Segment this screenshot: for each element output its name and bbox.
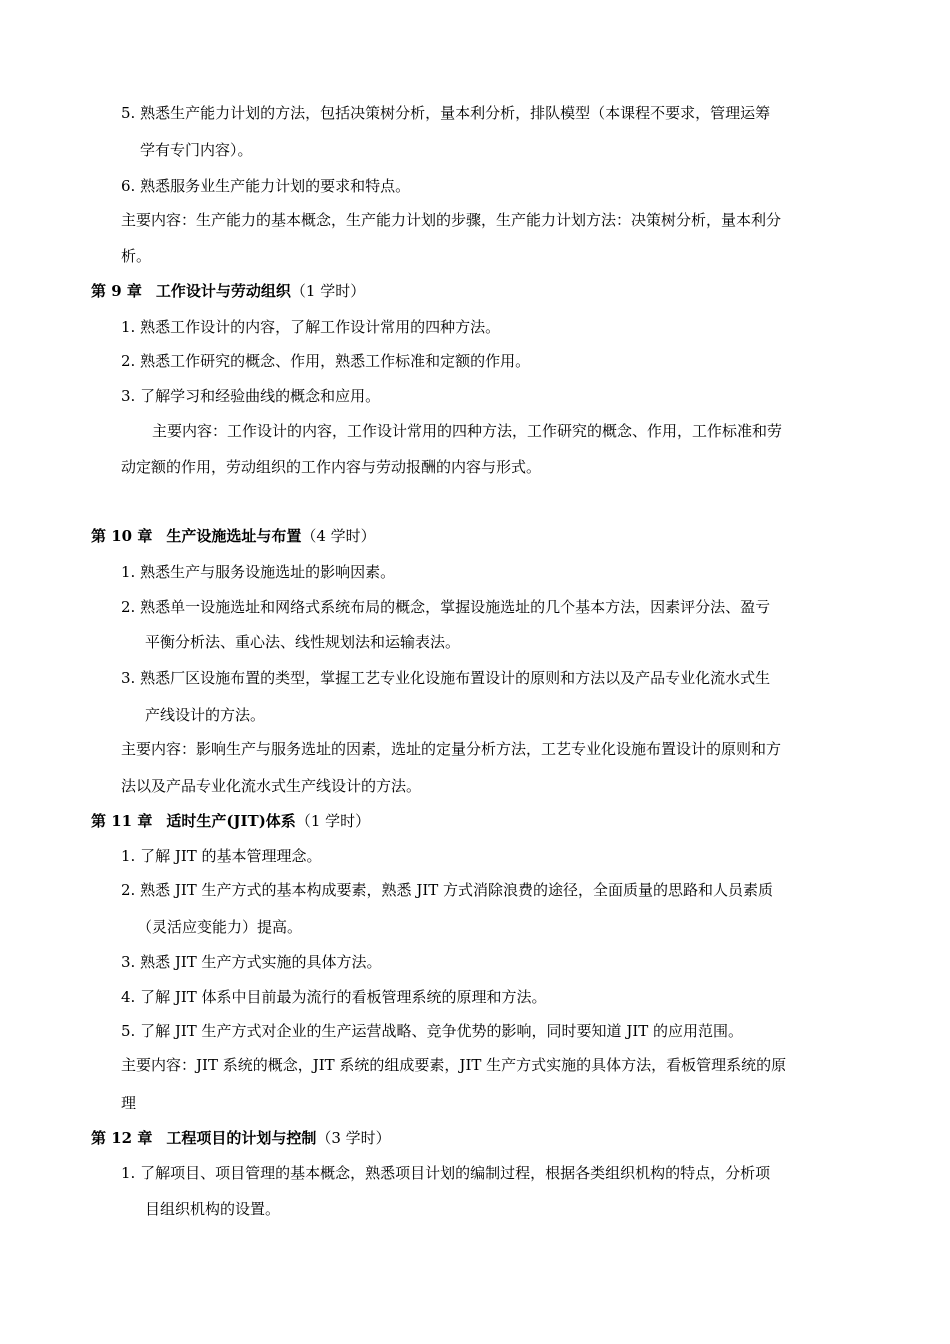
ch11-main-content-line2: 理 xyxy=(121,1094,137,1112)
ch10-item-3-line1: 3. 熟悉厂区设施布置的类型，掌握工艺专业化设施布置设计的原则和方法以及产品专业化流水式生 xyxy=(121,669,771,687)
ch11-item-5: 5. 了解 JIT 生产方式对企业的生产运营战略、竞争优势的影响，同时要知道 JIT 的应用范围。 xyxy=(121,1022,744,1040)
ch9-main-content-line1: 主要内容：工作设计的内容，工作设计常用的四种方法，工作研究的概念、作用，工作标准和劳 xyxy=(152,422,783,440)
ch11-item-1: 1. 了解 JIT 的基本管理理念。 xyxy=(121,847,322,865)
ch11-item-4: 4. 了解 JIT 体系中目前最为流行的看板管理系统的原理和方法。 xyxy=(121,988,547,1006)
ch11-main-content-line1: 主要内容：JIT 系统的概念，JIT 系统的组成要素，JIT 生产方式实施的具体方法，看板管理系统的原 xyxy=(121,1056,787,1074)
ch8-item5-line1: 5. 熟悉生产能力计划的方法，包括决策树分析，量本利分析，排队模型（本课程不要求，管理运筹 xyxy=(121,104,771,122)
ch10-item-3-line2: 产线设计的方法。 xyxy=(145,706,266,724)
ch10-main-content-line1: 主要内容：影响生产与服务选址的因素，选址的定量分析方法，工艺专业化设施布置设计的原则和方 xyxy=(121,740,782,758)
chapter-11-number: 第 11 章 xyxy=(91,812,153,830)
chapter-9-hours: （1 学时） xyxy=(290,282,366,300)
ch10-main-content-line2: 法以及产品专业化流水式生产线设计的方法。 xyxy=(121,777,422,795)
chapter-12-hours: （3 学时） xyxy=(316,1129,391,1147)
ch9-item-3: 3. 了解学习和经验曲线的概念和应用。 xyxy=(121,387,381,405)
chapter-9-heading xyxy=(91,281,365,301)
chapter-11-heading xyxy=(91,811,370,831)
chapter-10-number: 第 10 章 xyxy=(91,527,153,545)
chapter-11-title: 适时生产(JIT)体系 xyxy=(166,812,296,830)
ch11-item-3: 3. 熟悉 JIT 生产方式实施的具体方法。 xyxy=(121,953,382,971)
chapter-12-number: 第 12 章 xyxy=(91,1129,153,1147)
ch10-item-2-line2: 平衡分析法、重心法、线性规划法和运输表法。 xyxy=(145,633,461,651)
chapter-10-heading xyxy=(91,526,376,546)
ch8-item6: 6. 熟悉服务业生产能力计划的要求和特点。 xyxy=(121,177,411,195)
ch11-item-2-line1: 2. 熟悉 JIT 生产方式的基本构成要素，熟悉 JIT 方式消除浪费的途径，全面质量的思路和人员素质 xyxy=(121,881,774,899)
ch10-item-2-line1: 2. 熟悉单一设施选址和网络式系统布局的概念，掌握设施选址的几个基本方法，因素评分法、盈亏 xyxy=(121,598,771,616)
ch9-item-1: 1. 熟悉工作设计的内容，了解工作设计常用的四种方法。 xyxy=(121,318,501,336)
chapter-9-title: 工作设计与劳动组织 xyxy=(155,282,291,300)
ch9-main-content-line2: 动定额的作用，劳动组织的工作内容与劳动报酬的内容与形式。 xyxy=(121,458,542,476)
ch11-item-2-line2: （灵活应变能力）提高。 xyxy=(137,918,303,936)
ch8-main-content-line2: 析。 xyxy=(121,247,152,265)
ch12-item-1-line1: 1. 了解项目、项目管理的基本概念，熟悉项目计划的编制过程，根据各类组织机构的特点，分析项 xyxy=(121,1164,771,1182)
chapter-12-title: 工程项目的计划与控制 xyxy=(166,1129,317,1147)
chapter-11-hours: （1 学时） xyxy=(295,812,371,830)
ch9-item-2: 2. 熟悉工作研究的概念、作用，熟悉工作标准和定额的作用。 xyxy=(121,352,531,370)
chapter-12-heading xyxy=(91,1128,391,1148)
chapter-10-hours: （4 学时） xyxy=(301,527,376,545)
chapter-10-title: 生产设施选址与布置 xyxy=(166,527,302,545)
chapter-9-number: 第 9 章 xyxy=(91,282,142,300)
ch12-item-1-line2: 目组织机构的设置。 xyxy=(145,1200,281,1218)
ch10-item-1: 1. 熟悉生产与服务设施选址的影响因素。 xyxy=(121,563,396,581)
ch8-item5-line2: 学有专门内容）。 xyxy=(140,141,253,159)
ch8-main-content-line1: 主要内容：生产能力的基本概念，生产能力计划的步骤，生产能力计划方法：决策树分析，量本利分 xyxy=(121,211,782,229)
